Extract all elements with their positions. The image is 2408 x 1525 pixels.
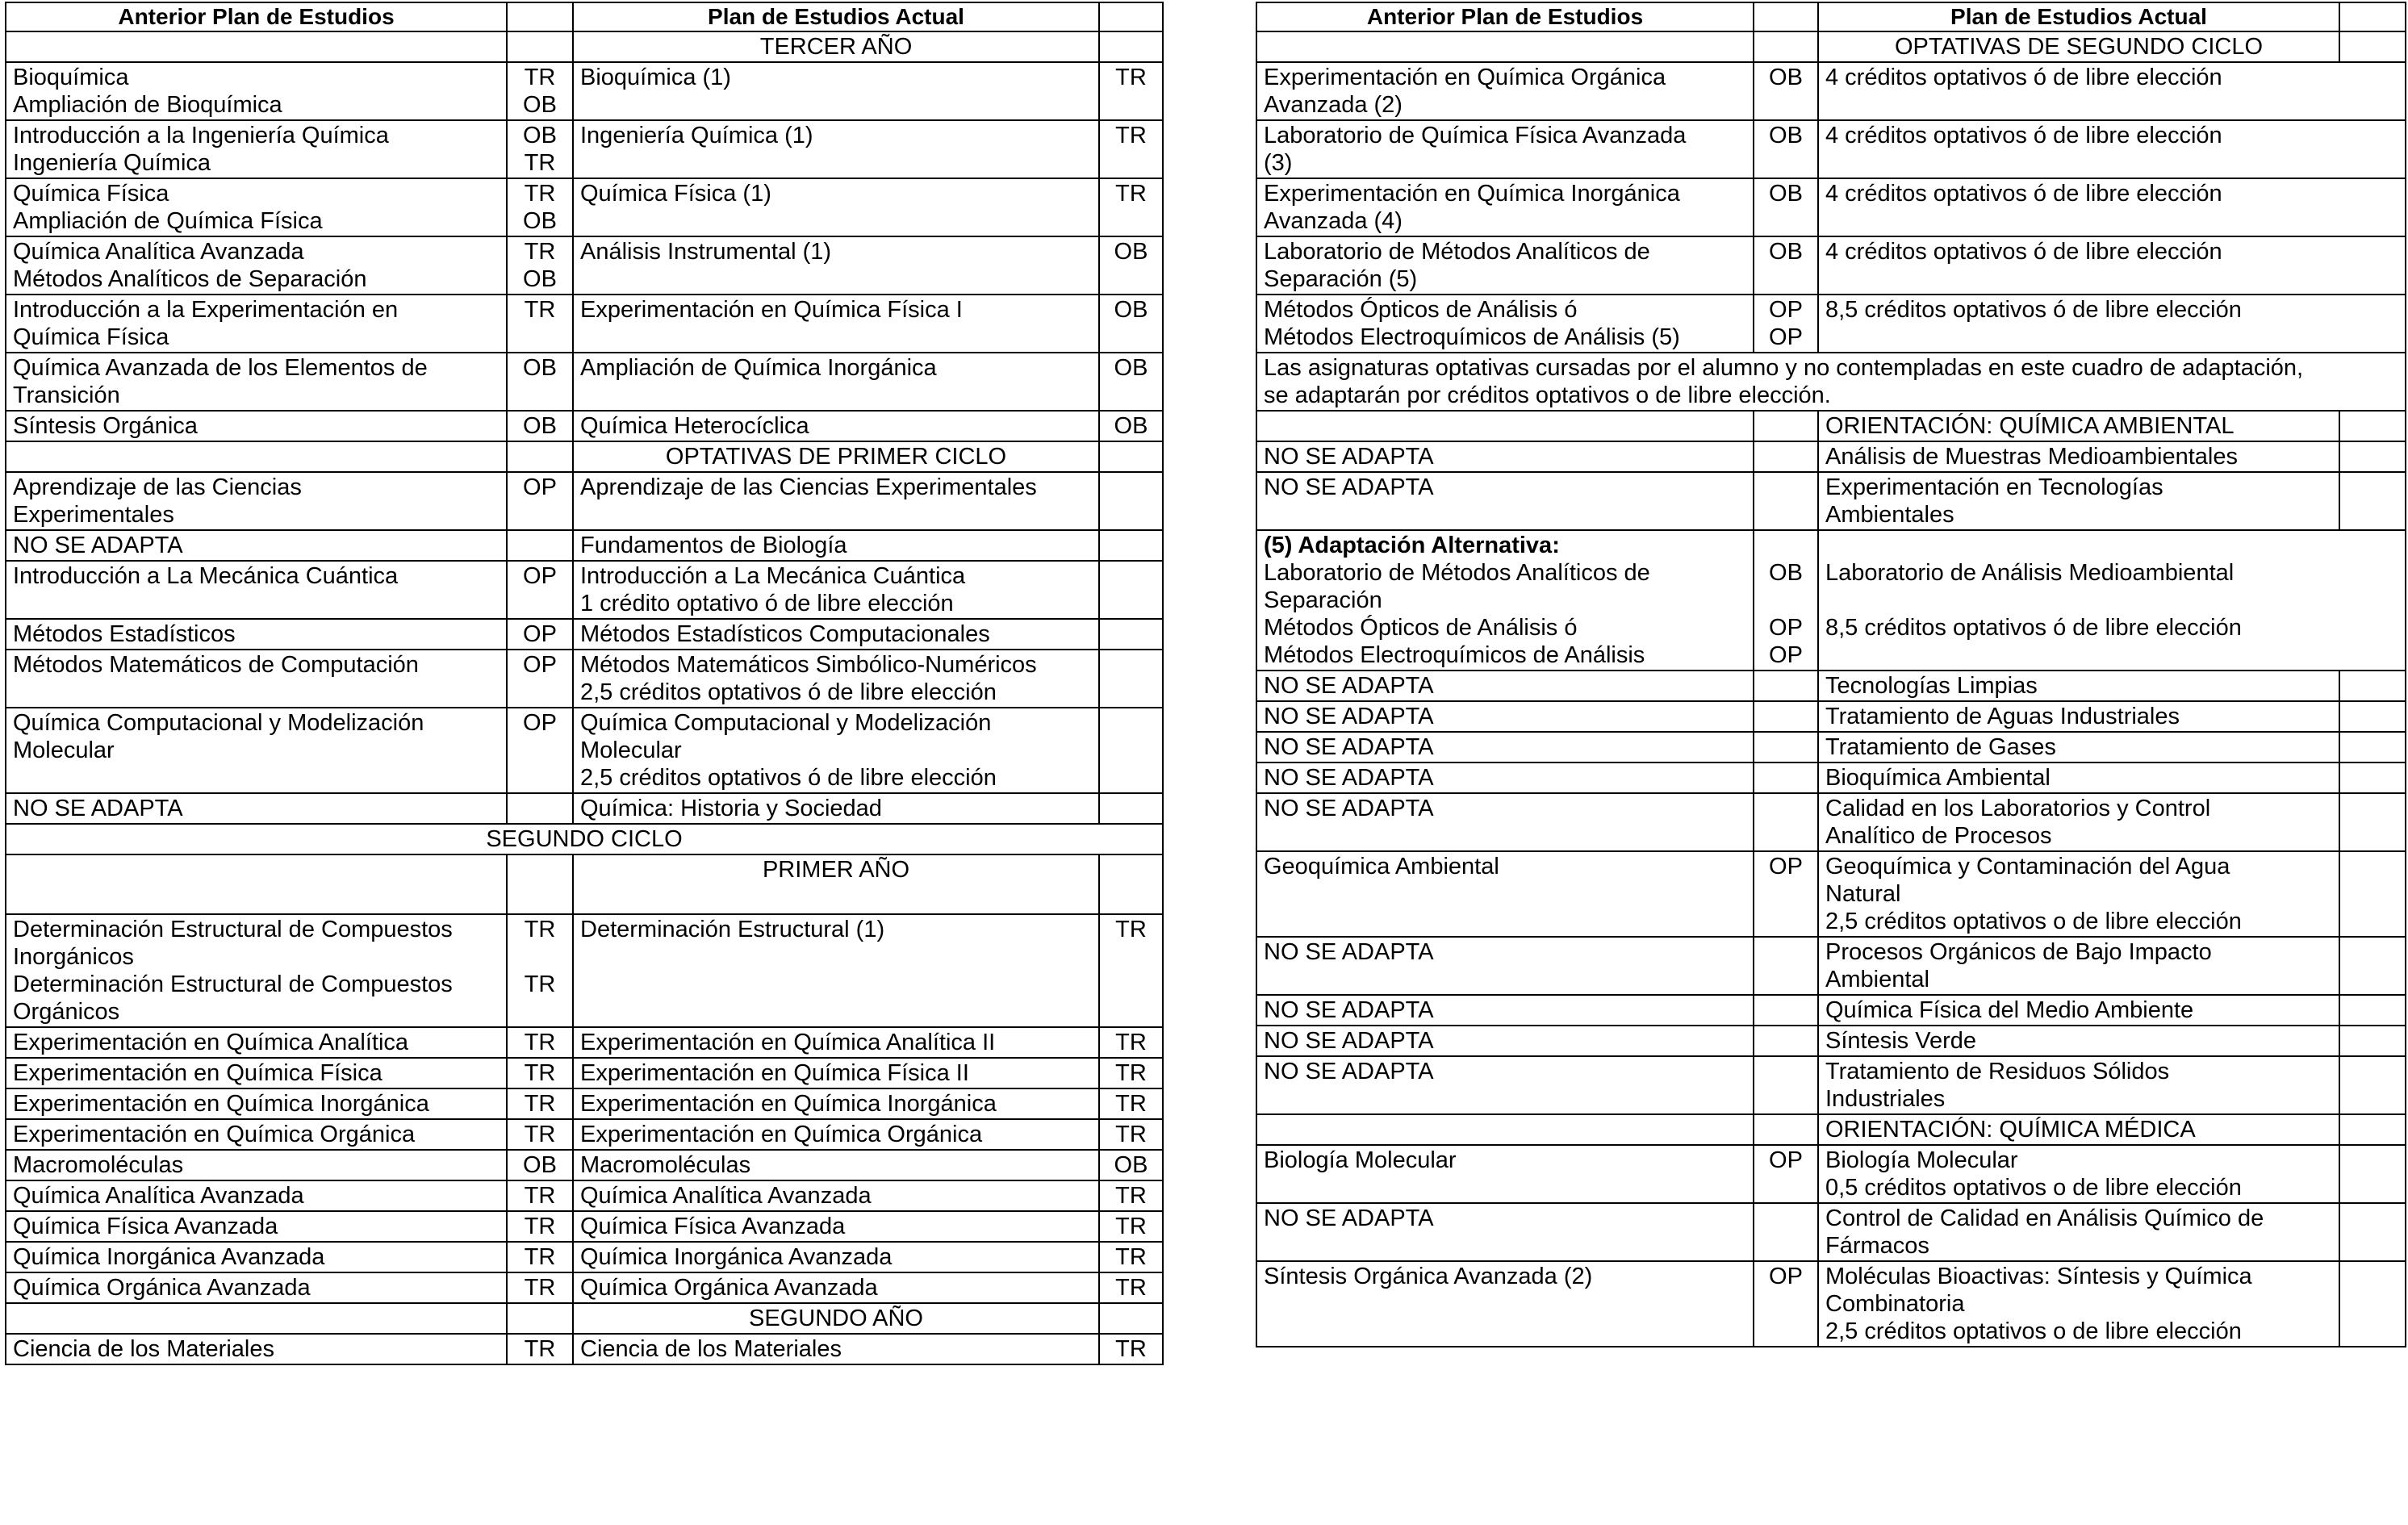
table-row: NO SE ADAPTA Química: Historia y Sociedad (6, 793, 1163, 824)
table-row: NO SE ADAPTA Control de Calidad en Análisis Químico de Fármacos (1256, 1203, 2406, 1261)
section-quimica-medica: ORIENTACIÓN: QUÍMICA MÉDICA (1818, 1114, 2339, 1145)
table-row: NO SE ADAPTA Análisis de Muestras Medioambientales (1256, 441, 2406, 472)
table-row: Química Física Ampliación de Química Física TR OB Química Física (1) TR (6, 178, 1163, 236)
table-row: Química Analítica Avanzada Métodos Analíticos de Separación TR OB Análisis Instrumental (1) OB (6, 236, 1163, 295)
section-segundo-ciclo: SEGUNDO CICLO (6, 824, 1163, 854)
table-row: Experimentación en Química Inorgánica TR Experimentación en Química Inorgánica TR (6, 1088, 1163, 1119)
table-row: Introducción a La Mecánica Cuántica OP Introducción a La Mecánica Cuántica 1 crédito optativo ó de libre elección (6, 561, 1163, 619)
section-segundo-ano: SEGUNDO AÑO (573, 1303, 1099, 1334)
table-row: Experimentación en Química Física TR Experimentación en Química Física II TR (6, 1058, 1163, 1088)
section-row (6, 31, 1163, 62)
left-adaptation-table (5, 2, 1164, 1365)
table-row: Métodos Estadísticos OP Métodos Estadísticos Computacionales (6, 619, 1163, 650)
table-row: NO SE ADAPTA Tratamiento de Residuos Sólidos Industriales (1256, 1056, 2406, 1114)
table-row: Macromoléculas OB Macromoléculas OB (6, 1150, 1163, 1180)
table-row: Determinación Estructural de Compuestos Inorgánicos Determinación Estructural de Compuestos Orgánicos TR TR Determinación Estructural (1) TR (6, 914, 1163, 1027)
table-row: Química Computacional y Modelización Molecular OP Química Computacional y Modelización Molecular 2,5 créditos optativos ó de libre elección (6, 708, 1163, 793)
section-row (1256, 31, 2406, 62)
table-row: Biología Molecular OP Biología Molecular 0,5 créditos optativos o de libre elección (1256, 1145, 2406, 1203)
table-row: Química Orgánica Avanzada TR Química Orgánica Avanzada TR (6, 1272, 1163, 1303)
section-tercer-ano: TERCER AÑO (573, 31, 1099, 62)
section-row (6, 854, 1163, 914)
table-row: NO SE ADAPTA Bioquímica Ambiental (1256, 762, 2406, 793)
header-anterior: Anterior Plan de Estudios (6, 2, 507, 31)
table-row: Experimentación en Química Orgánica Avanzada (2) OB 4 créditos optativos ó de libre elección (1256, 62, 2406, 120)
table-row: Métodos Matemáticos de Computación OP Métodos Matemáticos Simbólico-Numéricos 2,5 créditos optativos ó de libre elección (6, 650, 1163, 708)
table-row: NO SE ADAPTA Calidad en los Laboratorios y Control Analítico de Procesos (1256, 793, 2406, 851)
table-row: Introducción a la Ingeniería Química Ingeniería Química OB TR Ingeniería Química (1) TR (6, 120, 1163, 178)
table-row: NO SE ADAPTA Síntesis Verde (1256, 1026, 2406, 1056)
section-row (1256, 1114, 2406, 1145)
header-row (1256, 2, 2406, 31)
table-row: Síntesis Orgánica OB Química Heterocíclica OB (6, 411, 1163, 441)
table-row: Aprendizaje de las Ciencias Experimentales OP Aprendizaje de las Ciencias Experimentales (6, 472, 1163, 530)
table-row: Métodos Ópticos de Análisis ó Métodos Electroquímicos de Análisis (5) OP OP 8,5 créditos optativos ó de libre elección (1256, 295, 2406, 353)
table-row: NO SE ADAPTA Experimentación en Tecnologías Ambientales (1256, 472, 2406, 530)
table-row: Laboratorio de Métodos Analíticos de Separación (5) OB 4 créditos optativos ó de libre elección (1256, 236, 2406, 295)
table-row: Experimentación en Química Orgánica TR Experimentación en Química Orgánica TR (6, 1119, 1163, 1150)
table-row: NO SE ADAPTA Tratamiento de Gases (1256, 732, 2406, 762)
header-actual: Plan de Estudios Actual (573, 2, 1099, 31)
section-row (6, 441, 1163, 472)
table-row: (5) Adaptación Alternativa: Laboratorio de Métodos Analíticos de Separación Métodos Ópticos de Análisis ó Métodos Electroquímicos de Análisis OB OP OP Laboratorio de Análisis Medioambiental 8,5 créditos optativos ó de libre elección (1256, 530, 2406, 671)
section-row (6, 1303, 1163, 1334)
section-row (6, 824, 1163, 854)
table-row: Química Inorgánica Avanzada TR Química Inorgánica Avanzada TR (6, 1242, 1163, 1272)
note-row (1256, 353, 2406, 411)
header-anterior: Anterior Plan de Estudios (1256, 2, 1754, 31)
table-row: NO SE ADAPTA Procesos Orgánicos de Bajo Impacto Ambiental (1256, 937, 2406, 995)
alternative-adaptation-heading: (5) Adaptación Alternativa: (1264, 533, 1560, 558)
section-optativas-primer-ciclo: OPTATIVAS DE PRIMER CICLO (573, 441, 1099, 472)
header-row (6, 2, 1163, 31)
table-row: NO SE ADAPTA Tratamiento de Aguas Industriales (1256, 701, 2406, 732)
section-quimica-ambiental: ORIENTACIÓN: QUÍMICA AMBIENTAL (1818, 411, 2339, 441)
table-row: Química Analítica Avanzada TR Química Analítica Avanzada TR (6, 1180, 1163, 1211)
table-row: Introducción a la Experimentación en Química Física TR Experimentación en Química Física I OB (6, 295, 1163, 353)
section-optativas-segundo-ciclo: OPTATIVAS DE SEGUNDO CICLO (1818, 31, 2339, 62)
table-row: NO SE ADAPTA Tecnologías Limpias (1256, 671, 2406, 701)
table-row: Ciencia de los Materiales TR Ciencia de los Materiales TR (6, 1334, 1163, 1364)
section-primer-ano: PRIMER AÑO (573, 854, 1099, 914)
header-actual: Plan de Estudios Actual (1818, 2, 2339, 31)
table-row: Experimentación en Química Inorgánica Avanzada (4) OB 4 créditos optativos ó de libre elección (1256, 178, 2406, 236)
table-row: Geoquímica Ambiental OP Geoquímica y Contaminación del Agua Natural 2,5 créditos optativos o de libre elección (1256, 851, 2406, 937)
right-adaptation-table (1256, 2, 2406, 1347)
table-row: Experimentación en Química Analítica TR Experimentación en Química Analítica II TR (6, 1027, 1163, 1058)
adaptation-note: Las asignaturas optativas cursadas por el alumno y no contempladas en este cuadro de adaptación, se adaptarán por créditos optativos o de libre elección. (1256, 353, 2406, 411)
table-row: NO SE ADAPTA Fundamentos de Biología (6, 530, 1163, 561)
section-row (1256, 411, 2406, 441)
table-row: Química Física Avanzada TR Química Física Avanzada TR (6, 1211, 1163, 1242)
table-row: NO SE ADAPTA Química Física del Medio Ambiente (1256, 995, 2406, 1026)
table-row: Síntesis Orgánica Avanzada (2) OP Moléculas Bioactivas: Síntesis y Química Combinatoria 2,5 créditos optativos o de libre elección (1256, 1261, 2406, 1347)
table-row: Química Avanzada de los Elementos de Transición OB Ampliación de Química Inorgánica OB (6, 353, 1163, 411)
table-row: Laboratorio de Química Física Avanzada (3) OB 4 créditos optativos ó de libre elección (1256, 120, 2406, 178)
table-row: Bioquímica Ampliación de Bioquímica TR OB Bioquímica (1) TR (6, 62, 1163, 120)
